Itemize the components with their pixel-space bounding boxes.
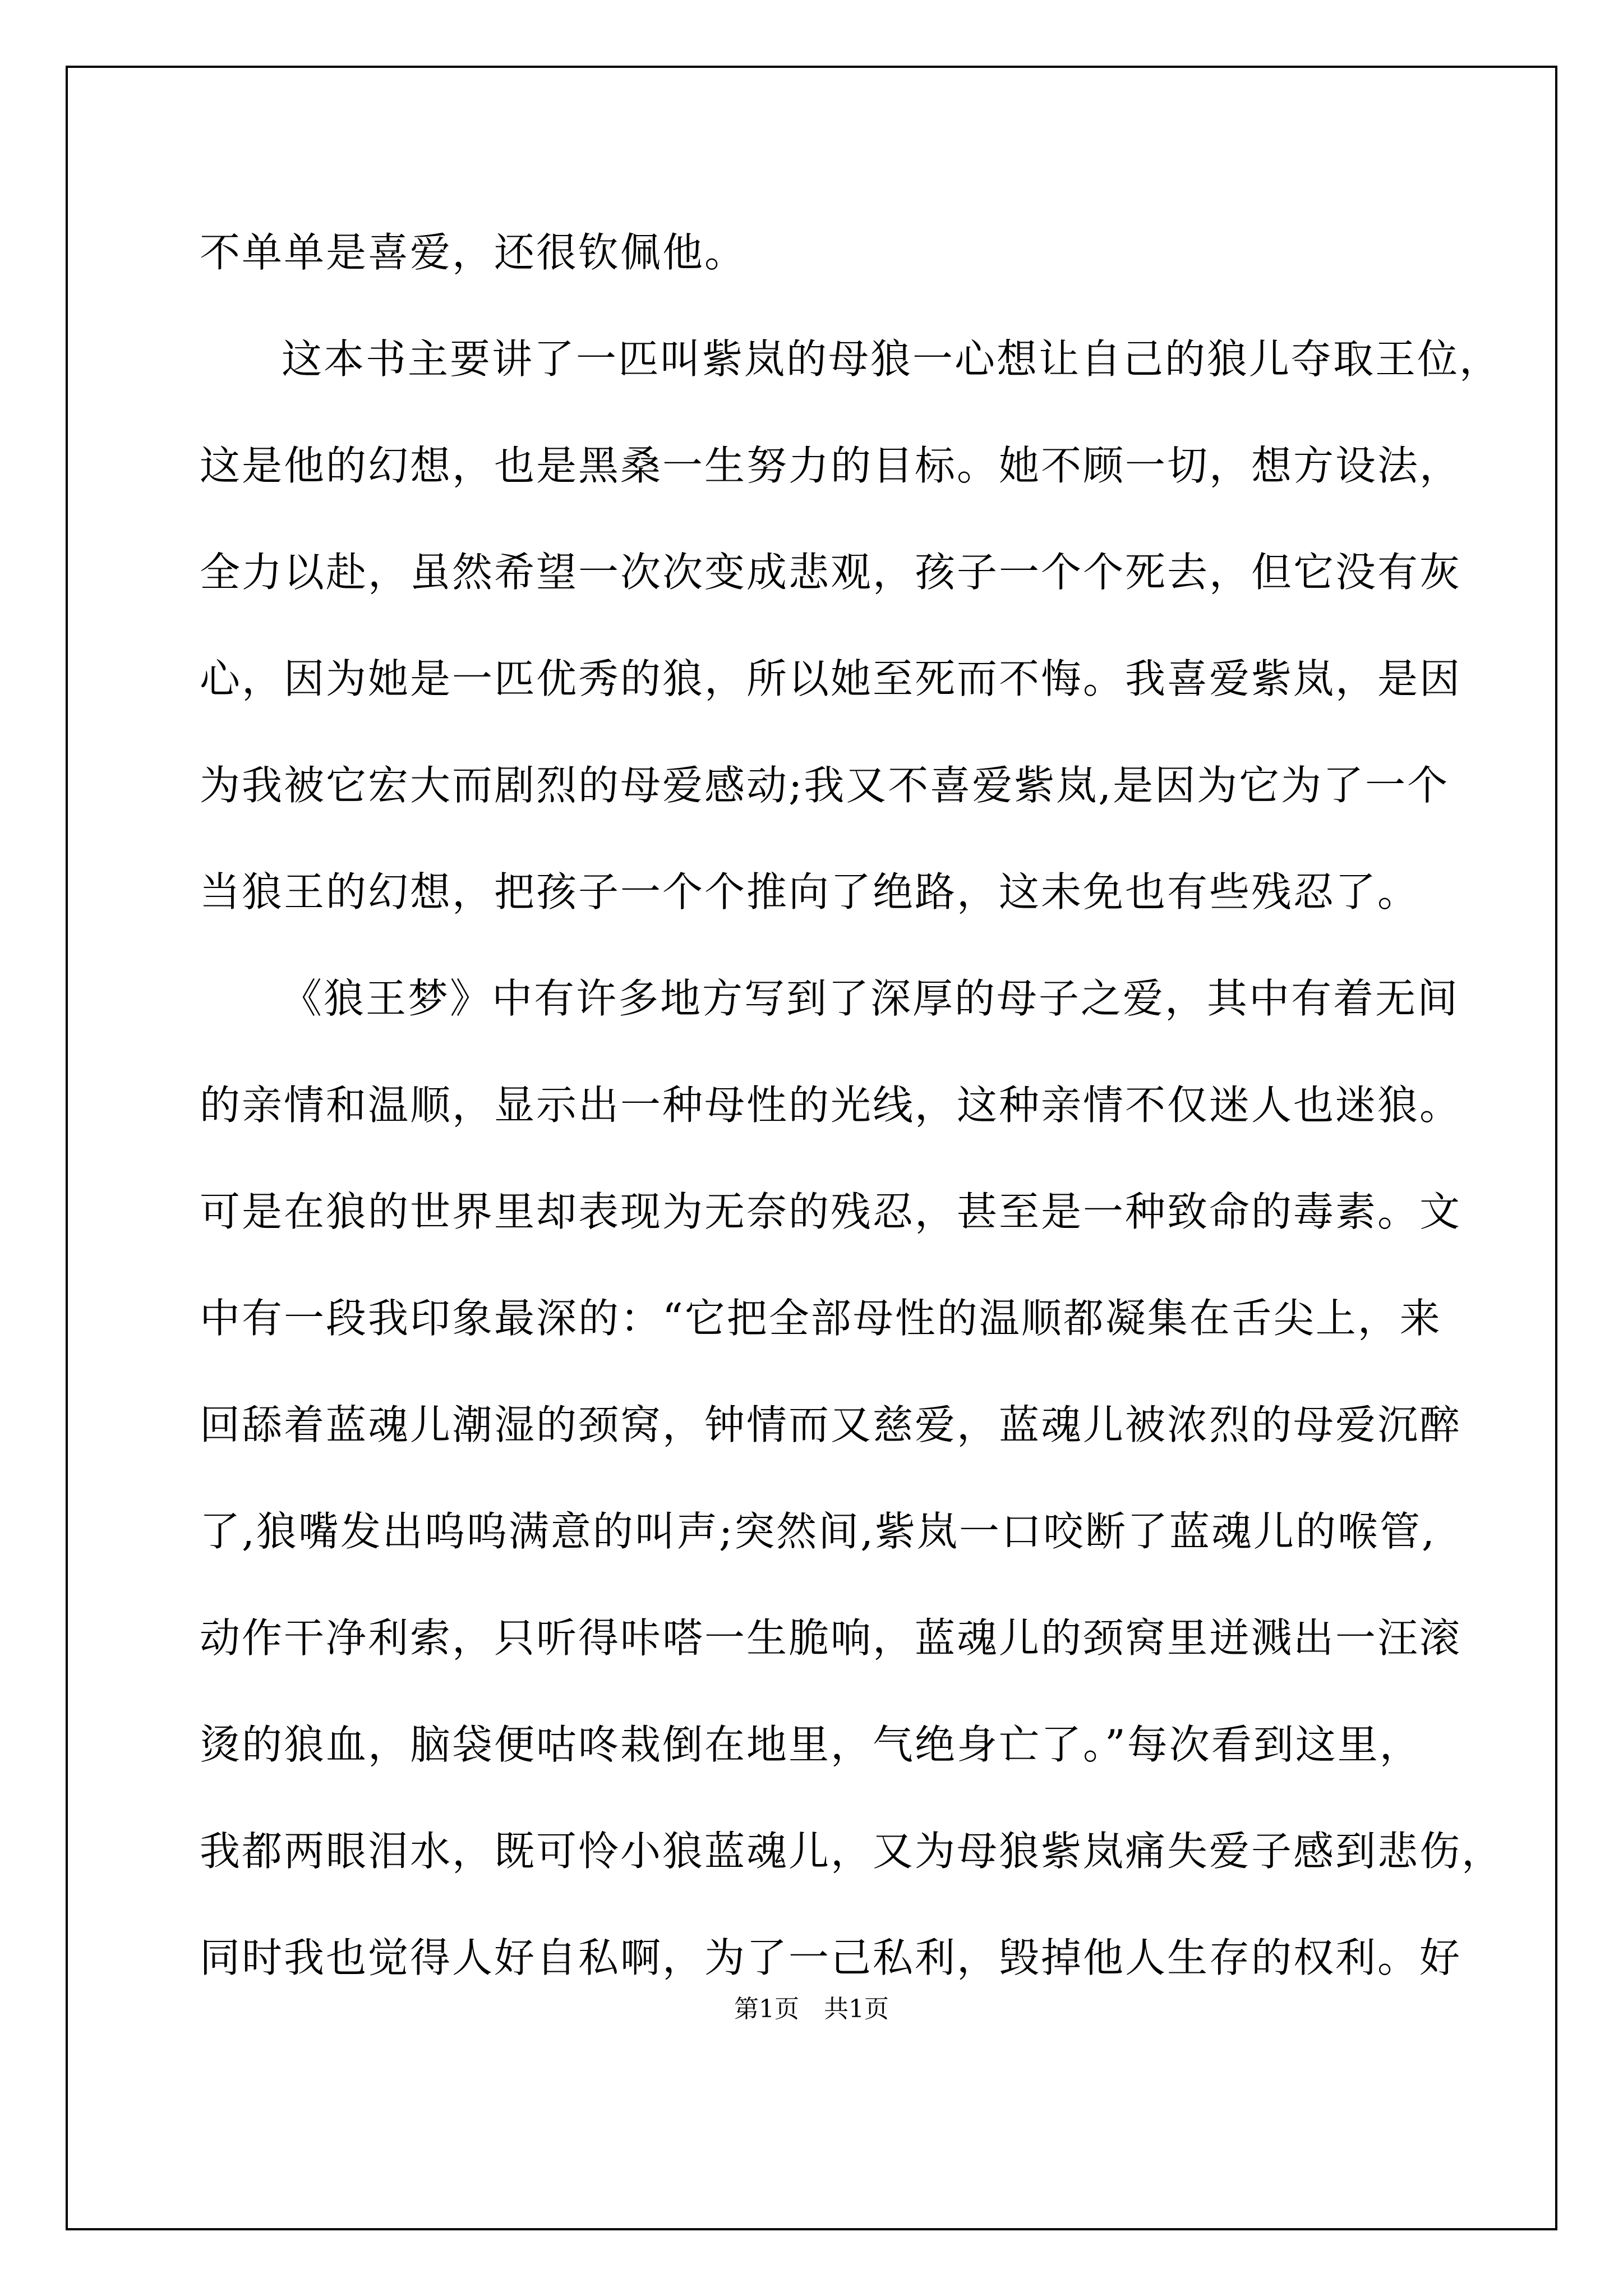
text-line: 了,狼嘴发出呜呜满意的叫声;突然间,紫岚一口咬断了蓝魂儿的喉管, (200, 1508, 1436, 1555)
text-line: 《狼王梦》中有许多地方写到了深厚的母子之爱，其中有着无间 (282, 975, 1460, 1022)
text-line: 动作干净利索，只听得咔嗒一生脆响，蓝魂儿的颈窝里迸溅出一汪滚 (200, 1614, 1462, 1662)
text-line: 当狼王的幻想，把孩子一个个推向了绝路，这未免也有些残忍了。 (200, 868, 1420, 915)
text-line: 心，因为她是一匹优秀的狼，所以她至死而不悔。我喜爱紫岚，是因 (200, 655, 1462, 702)
page-footer (0, 1989, 1623, 2024)
text-line: 中有一段我印象最深的：“它把全部母性的温顺都凝集在舌尖上，来 (200, 1295, 1442, 1342)
document-body (200, 199, 1504, 2011)
text-line: 全力以赴，虽然希望一次次变成悲观，孩子一个个死去，但它没有灰 (200, 549, 1462, 596)
text-line: 我都两眼泪水，既可怜小狼蓝魂儿，又为母狼紫岚痛失爱子感到悲伤， (200, 1828, 1504, 1875)
text-line: 可是在狼的世界里却表现为无奈的残忍，甚至是一种致命的毒素。文 (200, 1188, 1462, 1235)
text-line: 的亲情和温顺，显示出一种母性的光线，这种亲情不仅迷人也迷狼。 (200, 1082, 1462, 1129)
text-line: 回舔着蓝魂儿潮湿的颈窝，钟情而又慈爱，蓝魂儿被浓烈的母爱沉醉 (200, 1401, 1462, 1448)
text-line: 这是他的幻想，也是黑桑一生努力的目标。她不顾一切，想方设法， (200, 442, 1462, 489)
page-number-current: 第1页 (734, 1995, 799, 2023)
text-line: 同时我也觉得人好自私啊，为了一己私利，毁掉他人生存的权利。好 (200, 1934, 1462, 1981)
text-line: 为我被它宏大而剧烈的母爱感动;我又不喜爱紫岚,是因为它为了一个 (200, 762, 1450, 809)
page-number-total: 共1页 (824, 1995, 889, 2023)
text-line: 烫的狼血，脑袋便咕咚栽倒在地里，气绝身亡了。”每次看到这里， (200, 1721, 1422, 1768)
text-line: 这本书主要讲了一匹叫紫岚的母狼一心想让自己的狼儿夺取王位， (282, 335, 1502, 383)
text-line: 不单单是喜爱，还很钦佩他。 (200, 229, 747, 276)
